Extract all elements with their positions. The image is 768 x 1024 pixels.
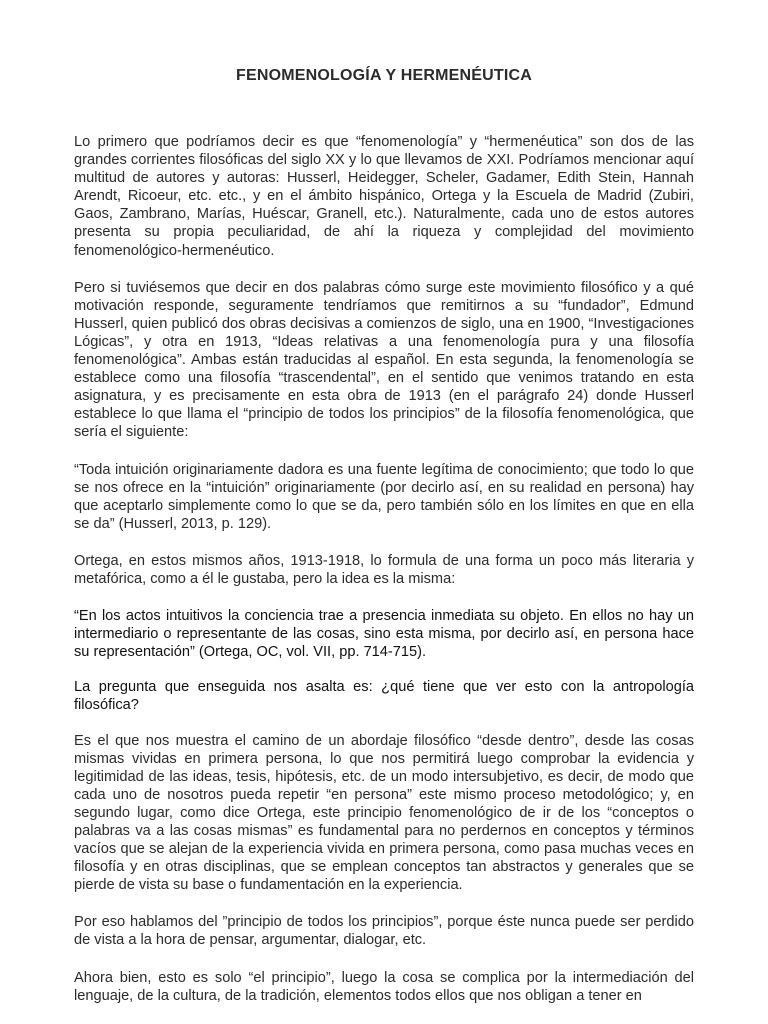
quote-husserl: “Toda intuición originariamente dadora es una fuente legítima de conocimiento; que todo lo que se nos ofrece en la “intuición” originariamente (por decirlo así, en su realidad en persona) hay que aceptarlo simplemente como lo que se da, pero también sólo en los límites en que en ella se da” (Husserl, 2013, p. 129). — [74, 461, 694, 532]
paragraph-husserl: Pero si tuviésemos que decir en dos palabras cómo surge este movimiento filosófico y a qué motivación responde, seguramente tendríamos que remitirnos a su “fundador”, Edmund Husserl, quien publicó dos obras decisivas a comienzos de siglo, una en 1900, “Investigaciones Lógicas”, y otra en 1913, “Ideas relativas a una fenomenología pura y una filosofía fenomenológica”. Ambas están traducidas al español. En esta segunda, la fenomenología se establece como una filosofía “trascendental”, en el sentido que venimos tratando en esta asignatura, y es precisamente en esta obra de 1913 (en el parágrafo 24) donde Husserl establece lo que llama el “principio de todos los principios” de la filosofía fenomenológica, que sería el siguiente: — [74, 279, 694, 441]
quote-ortega: “En los actos intuitivos la conciencia trae a presencia inmediata su objeto. En ellos no hay un intermediario o representante de las cosas, sino esta misma, por decirlo así, en persona hace su representación” (Ortega, OC, vol. VII, pp. 714-715). — [74, 608, 694, 661]
paragraph-ortega: Ortega, en estos mismos años, 1913-1918, lo formula de una forma un poco más literaria y metafórica, como a él le gustaba, pero la idea es la misma: — [74, 552, 694, 587]
paragraph-principle: Por eso hablamos del ”principio de todos los principios”, porque éste nunca puede ser perdido de vista a la hora de pensar, argumentar, dialogar, etc. — [74, 914, 694, 949]
paragraph-intro: Lo primero que podríamos decir es que “fenomenología” y “hermenéutica” son dos de las grandes corrientes filosóficas del siglo XX y lo que llevamos de XXI. Podríamos mencionar aquí multitud de autores y autoras: Husserl, Heidegger, Scheler, Gadamer, Edith Stein, Hannah Arendt, Ricoeur, etc. etc., y en el ámbito hispánico, Ortega y la Escuela de Madrid (Zubiri, Gaos, Zambrano, Marías, Huéscar, Granell, etc.). Naturalmente, cada uno de estos autores presenta su propia peculiaridad, de ahí la riqueza y complejidad del movimiento fenomenológico-hermenéutico. — [74, 134, 694, 259]
paragraph-continuation: Ahora bien, esto es solo “el principio”, luego la cosa se complica por la intermediación del lenguaje, de la cultura, de la tradición, elementos todos ellos que nos obligan a tener en — [74, 969, 694, 1004]
paragraph-question: La pregunta que enseguida nos asalta es: ¿qué tiene que ver esto con la antropología filosófica? — [74, 679, 694, 714]
document-title: FENOMENOLOGÍA Y HERMENÉUTICA — [236, 67, 532, 84]
document-body — [74, 133, 694, 1005]
paragraph-answer: Es el que nos muestra el camino de un abordaje filosófico “desde dentro”, desde las cosas mismas vividas en primera persona, lo que nos permitirá luego comprobar la evidencia y legitimidad de las ideas, tesis, hipótesis, etc. de un modo intersubjetivo, es decir, de modo que cada uno de nosotros pueda repetir “en persona” este mismo proceso metodológico; y, en segundo lugar, como dice Ortega, este principio fenomenológico de ir de los “conceptos o palabras va a las cosas mismas” es fundamental para no perdernos en conceptos y términos vacíos que se alejan de la experiencia vivida en primera persona, como pasa muchas veces en filosofía y en otras disciplinas, que se emplean conceptos tan abstractos y generales que se pierde de vista su base o fundamentación en la experiencia. — [74, 732, 694, 894]
